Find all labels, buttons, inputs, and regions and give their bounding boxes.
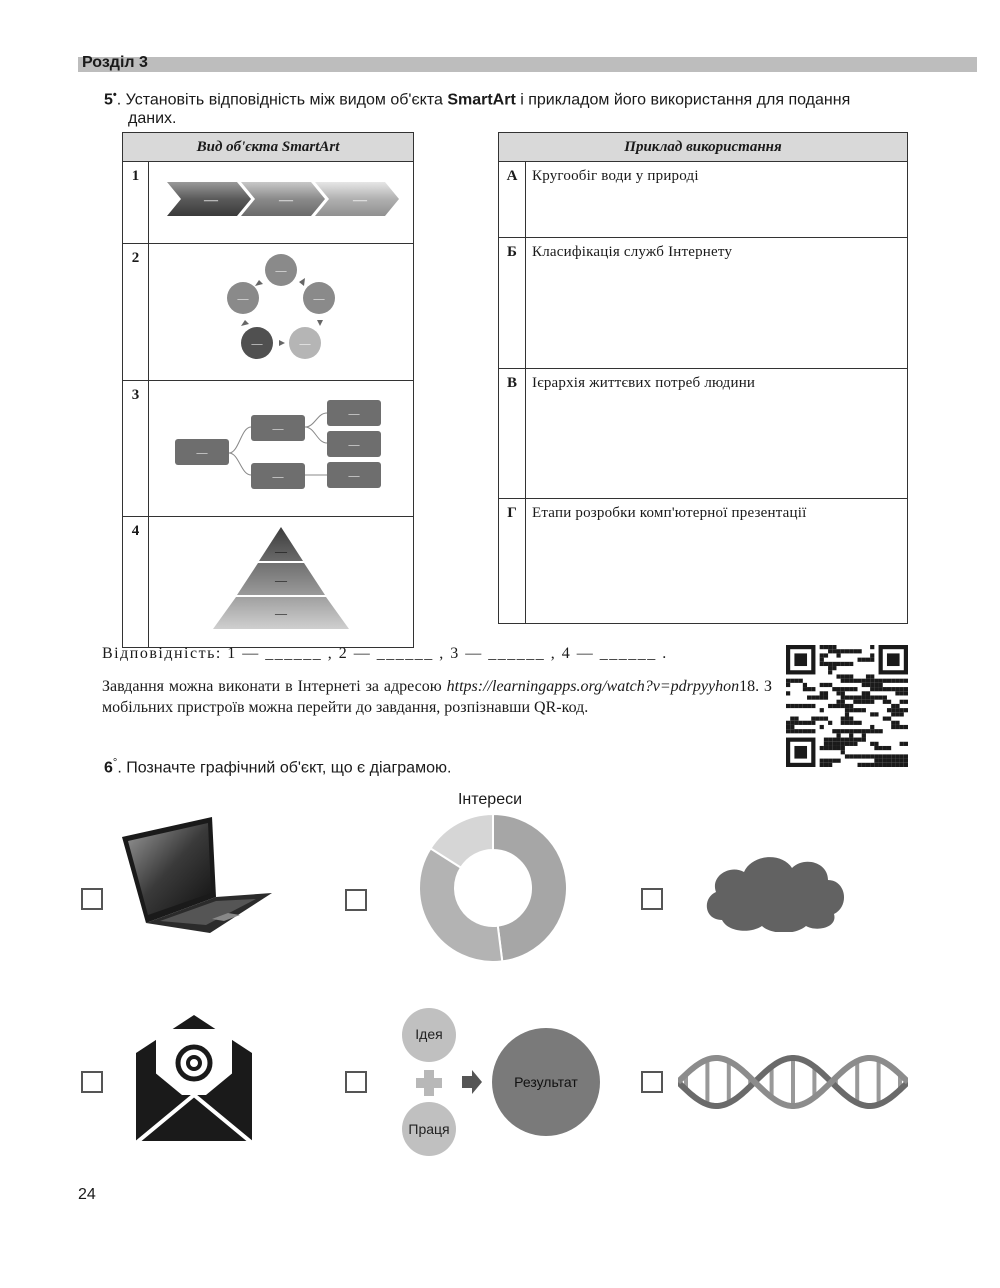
laptop-image — [116, 815, 276, 935]
task6-text — [104, 754, 451, 777]
task5-text — [104, 86, 914, 128]
donut-slice — [493, 814, 567, 961]
left-row-num: 1 — [123, 162, 149, 244]
left-table-header: Вид об'єкта SmartArt — [123, 133, 414, 162]
checkbox-envelope[interactable] — [81, 1071, 103, 1093]
left-row-num: 3 — [123, 381, 149, 517]
task6-prompt: . Позначте графічний об'єкт, що є діаграмою. — [117, 759, 452, 777]
pyramid-middle-dash: — — [275, 573, 287, 587]
learningapps-link[interactable]: https://learningapps.org/watch?v=pdrpyyhon — [446, 678, 740, 695]
idea-label: Ідея — [415, 1026, 443, 1042]
donut-chart — [418, 813, 568, 963]
task6-mark: ° — [112, 757, 118, 769]
section-bar — [78, 54, 977, 72]
page-number: 24 — [78, 1186, 96, 1203]
checkbox-cloud[interactable] — [641, 888, 663, 910]
smartart-cycle-cell — [149, 244, 414, 381]
result-label: Результат — [514, 1074, 578, 1090]
task6-number: 6 — [104, 759, 113, 777]
cycle-graphic — [149, 244, 413, 375]
hierarchy-graphic — [149, 381, 413, 511]
right-row-text: Кругообіг води у природі — [526, 162, 908, 238]
examples-table — [498, 132, 908, 624]
smartart-term: SmartArt — [447, 91, 516, 109]
smartart-hierarchy-cell — [149, 381, 414, 517]
cycle-node-2-dash: — — [313, 293, 325, 305]
chevron-2-dash: — — [279, 193, 293, 208]
checkbox-laptop[interactable] — [81, 888, 103, 910]
plus-icon-h — [416, 1078, 442, 1088]
smartart-pyramid-cell — [149, 517, 414, 648]
arrow-right-icon — [462, 1070, 482, 1094]
right-row-letter: Г — [499, 499, 526, 624]
task5-mark: • — [112, 89, 117, 101]
cloud-image — [700, 848, 850, 932]
chevron-process-graphic — [149, 162, 413, 238]
checkbox-idea-diagram[interactable] — [345, 1071, 367, 1093]
section-title: Розділ 3 — [82, 54, 148, 71]
cycle-node-5-dash: — — [237, 293, 249, 305]
envelope-image — [134, 1013, 254, 1145]
online-instructions — [102, 676, 772, 718]
hierarchy-level2-dash: — — [272, 423, 284, 435]
right-table-header: Приклад використання — [499, 133, 908, 162]
cycle-node-3-dash: — — [299, 338, 311, 350]
learningapps-link-num[interactable]: 18 — [739, 678, 756, 695]
checkbox-dna[interactable] — [641, 1071, 663, 1093]
right-row-letter: Б — [499, 238, 526, 369]
online-text-part1: Завдання можна виконати в Інтернеті за адресою — [102, 678, 447, 695]
pyramid-graphic — [149, 517, 413, 642]
checkbox-donut-chart[interactable] — [345, 889, 367, 911]
cycle-arrow — [241, 320, 249, 326]
chevron-3-dash: — — [353, 193, 367, 208]
cycle-arrow — [299, 278, 305, 286]
right-row-text: Ієрархія життєвих потреб людини — [526, 369, 908, 499]
cycle-arrow — [317, 320, 323, 326]
cycle-node-4-dash: — — [251, 338, 263, 350]
left-row-num: 2 — [123, 244, 149, 381]
hierarchy-level3-dash: — — [348, 470, 360, 482]
smartart-table — [122, 132, 414, 648]
hierarchy-root-dash: — — [196, 447, 208, 459]
online-text-part2: . З мобільних пристроїв можна перейти до завдання, розпізнавши QR-код. — [102, 678, 773, 716]
cycle-arrow — [279, 340, 285, 346]
right-row-text: Етапи розробки комп'ютерної презентації — [526, 499, 908, 624]
work-label: Праця — [408, 1121, 450, 1137]
task5-text-part1: . Установіть відповідність між видом об'єкта — [116, 91, 448, 109]
chevron-1-dash: — — [204, 193, 218, 208]
cycle-arrow — [255, 280, 263, 286]
idea-work-result-diagram — [398, 1004, 603, 1160]
donut-chart-title: Інтереси — [457, 791, 523, 808]
right-row-letter: А — [499, 162, 526, 238]
pyramid-base-dash: — — [275, 606, 287, 620]
qr-code[interactable] — [786, 645, 908, 767]
hierarchy-level2-dash: — — [272, 471, 284, 483]
task5-number: 5 — [104, 91, 113, 109]
cycle-node-1-dash: — — [275, 265, 287, 277]
right-row-text: Класифікація служб Інтернету — [526, 238, 908, 369]
task5-text-part2: і прикладом його використання для подання — [515, 91, 851, 109]
cloud-shape — [707, 857, 844, 932]
smartart-process-cell — [149, 162, 414, 244]
hierarchy-level3-dash: — — [348, 408, 360, 420]
pyramid-top-dash: — — [275, 544, 287, 558]
dna-image — [678, 1052, 908, 1112]
task5-text-part3: даних. — [128, 110, 177, 128]
hierarchy-level3-dash: — — [348, 439, 360, 451]
left-row-num: 4 — [123, 517, 149, 648]
answer-line: Відповідність: 1 — ______ , 2 — ______ , 3 — ______ , 4 — ______ . — [102, 645, 668, 662]
right-row-letter: В — [499, 369, 526, 499]
